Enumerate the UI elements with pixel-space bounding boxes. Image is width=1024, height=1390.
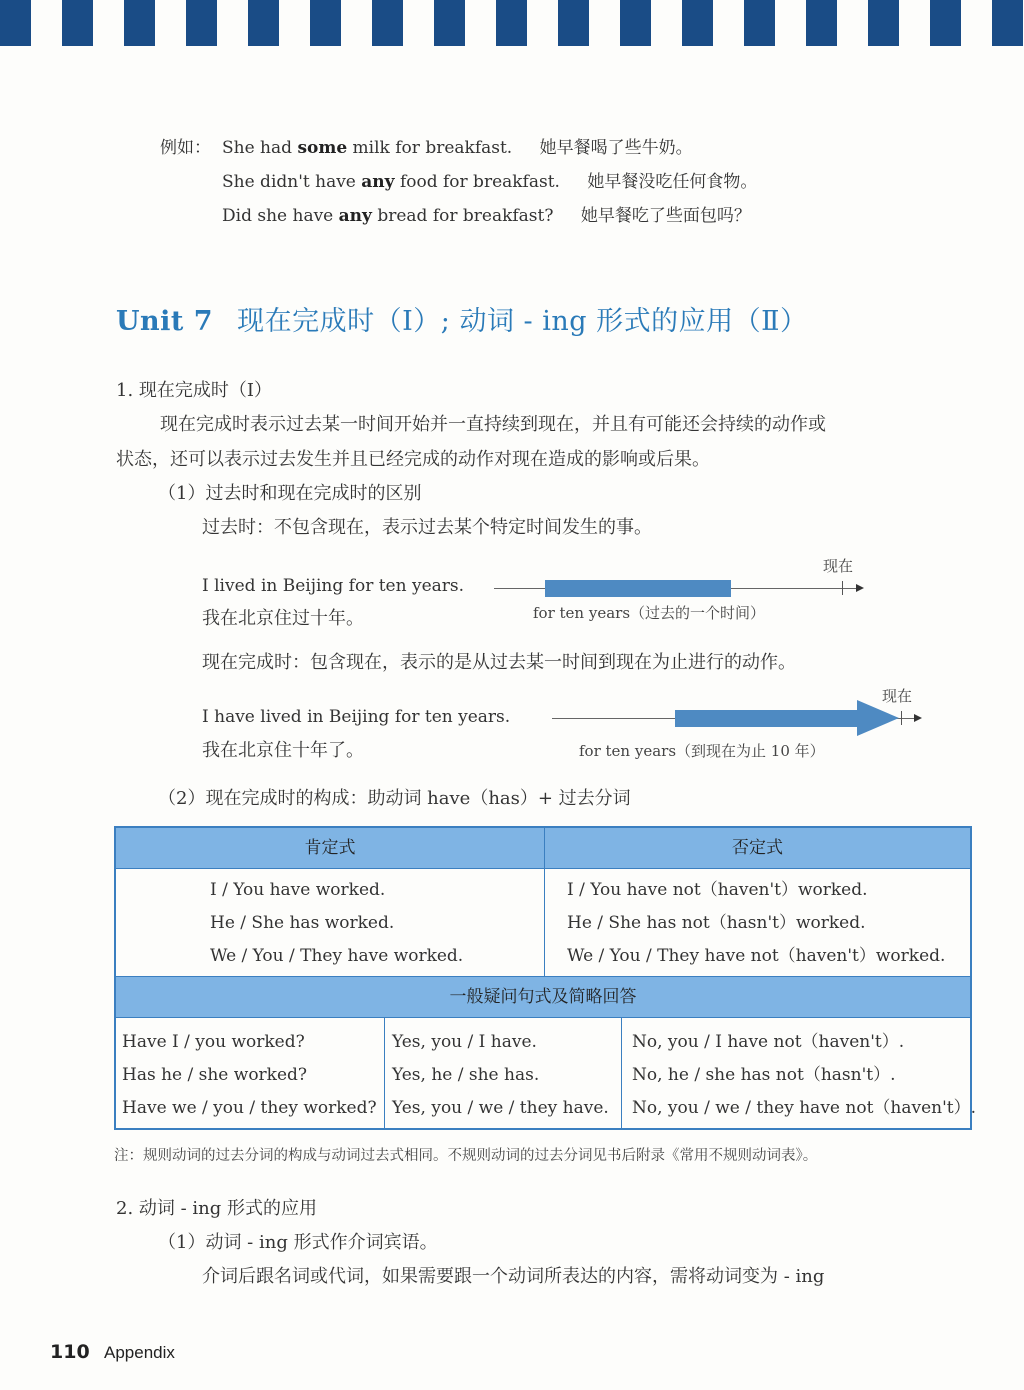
question-row-2: Has he / she worked?	[122, 1065, 308, 1085]
conjugation-table	[114, 826, 977, 1130]
table-note: 注：规则动词的过去分词的构成与动词过去式相同。不规则动词的过去分词见书后附录《常用不规则动词表》。	[114, 1148, 818, 1164]
past-timeline-caption: for ten years（过去的一个时间）	[533, 604, 766, 622]
no-answer-row-1: No, you / I have not（haven't）.	[632, 1032, 905, 1052]
page-number: 110	[50, 1341, 90, 1363]
subsection-2-title: （2）现在完成时的构成：助动词 have（has）+ 过去分词	[158, 788, 631, 809]
perfect-example-zh: 我在北京住十年了。	[202, 740, 364, 761]
question-header: 一般疑问句式及简略回答	[116, 976, 970, 1018]
example-line-3: Did she have any bread for breakfast? 她早餐吃了些面包吗？	[222, 206, 751, 226]
past-example-zh: 我在北京住过十年。	[202, 608, 364, 629]
negative-header: 否定式	[545, 828, 970, 869]
yes-answer-row-3: Yes, you / we / they have.	[392, 1098, 609, 1118]
perfect-now-label: 现在	[882, 687, 913, 705]
section1-paragraph-line1: 现在完成时表示过去某一时间开始并一直持续到现在，并且有可能还会持续的动作或	[160, 414, 826, 435]
section1-heading: 1. 现在完成时（Ⅰ）	[116, 380, 273, 401]
example-line-1: She had some milk for breakfast. 她早餐喝了些牛奶。	[222, 138, 693, 158]
negative-row-3: We / You / They have not（haven't）worked.	[567, 946, 946, 966]
affirmative-header: 肯定式	[116, 828, 544, 869]
section1-paragraph-line2: 状态，还可以表示过去发生并且已经完成的动作对现在造成的影响或后果。	[116, 449, 710, 470]
perfect-timeline-caption: for ten years（到现在为止 10 年）	[579, 742, 825, 760]
perfect-example-en: I have lived in Beijing for ten years.	[202, 707, 511, 727]
past-example-en: I lived in Beijing for ten years.	[202, 576, 465, 596]
yes-answer-row-2: Yes, he / she has.	[392, 1065, 540, 1085]
no-answer-row-2: No, he / she has not（hasn't）.	[632, 1065, 896, 1085]
affirmative-row-2: He / She has worked.	[210, 913, 395, 933]
affirmative-row-1: I / You have worked.	[210, 880, 386, 900]
past-tense-definition: 过去时：不包含现在，表示过去某个特定时间发生的事。	[202, 517, 652, 538]
subsection-1-title: （1）过去时和现在完成时的区别	[158, 483, 422, 504]
affirmative-row-3: We / You / They have worked.	[210, 946, 464, 966]
example-prefix: 例如：	[160, 138, 211, 158]
negative-row-2: He / She has not（hasn't）worked.	[567, 913, 866, 933]
past-now-label: 现在	[823, 557, 854, 575]
perfect-tense-definition: 现在完成时：包含现在，表示的是从过去某一时间到现在为止进行的动作。	[202, 652, 796, 673]
section2-heading: 2. 动词 - ing 形式的应用	[116, 1198, 318, 1219]
question-row-1: Have I / you worked?	[122, 1032, 305, 1052]
question-row-3: Have we / you / they worked?	[122, 1098, 377, 1118]
negative-row-1: I / You have not（haven't）worked.	[567, 880, 868, 900]
footer-appendix-label: Appendix	[104, 1343, 175, 1362]
example-line-2: She didn't have any food for breakfast. 她早餐没吃任何食物。	[222, 172, 758, 192]
unit-title: Unit 7 现在完成时（Ⅰ）; 动词 - ing 形式的应用（Ⅱ）	[116, 306, 808, 337]
section2-paragraph: 介词后跟名词或代词，如果需要跟一个动词所表达的内容，需将动词变为 - ing	[202, 1266, 825, 1287]
yes-answer-row-1: Yes, you / I have.	[392, 1032, 537, 1052]
top-decorative-band	[0, 0, 1024, 46]
no-answer-row-3: No, you / we / they have not（haven't）.	[632, 1098, 977, 1118]
section2-subsection-1: （1）动词 - ing 形式作介词宾语。	[158, 1232, 438, 1253]
